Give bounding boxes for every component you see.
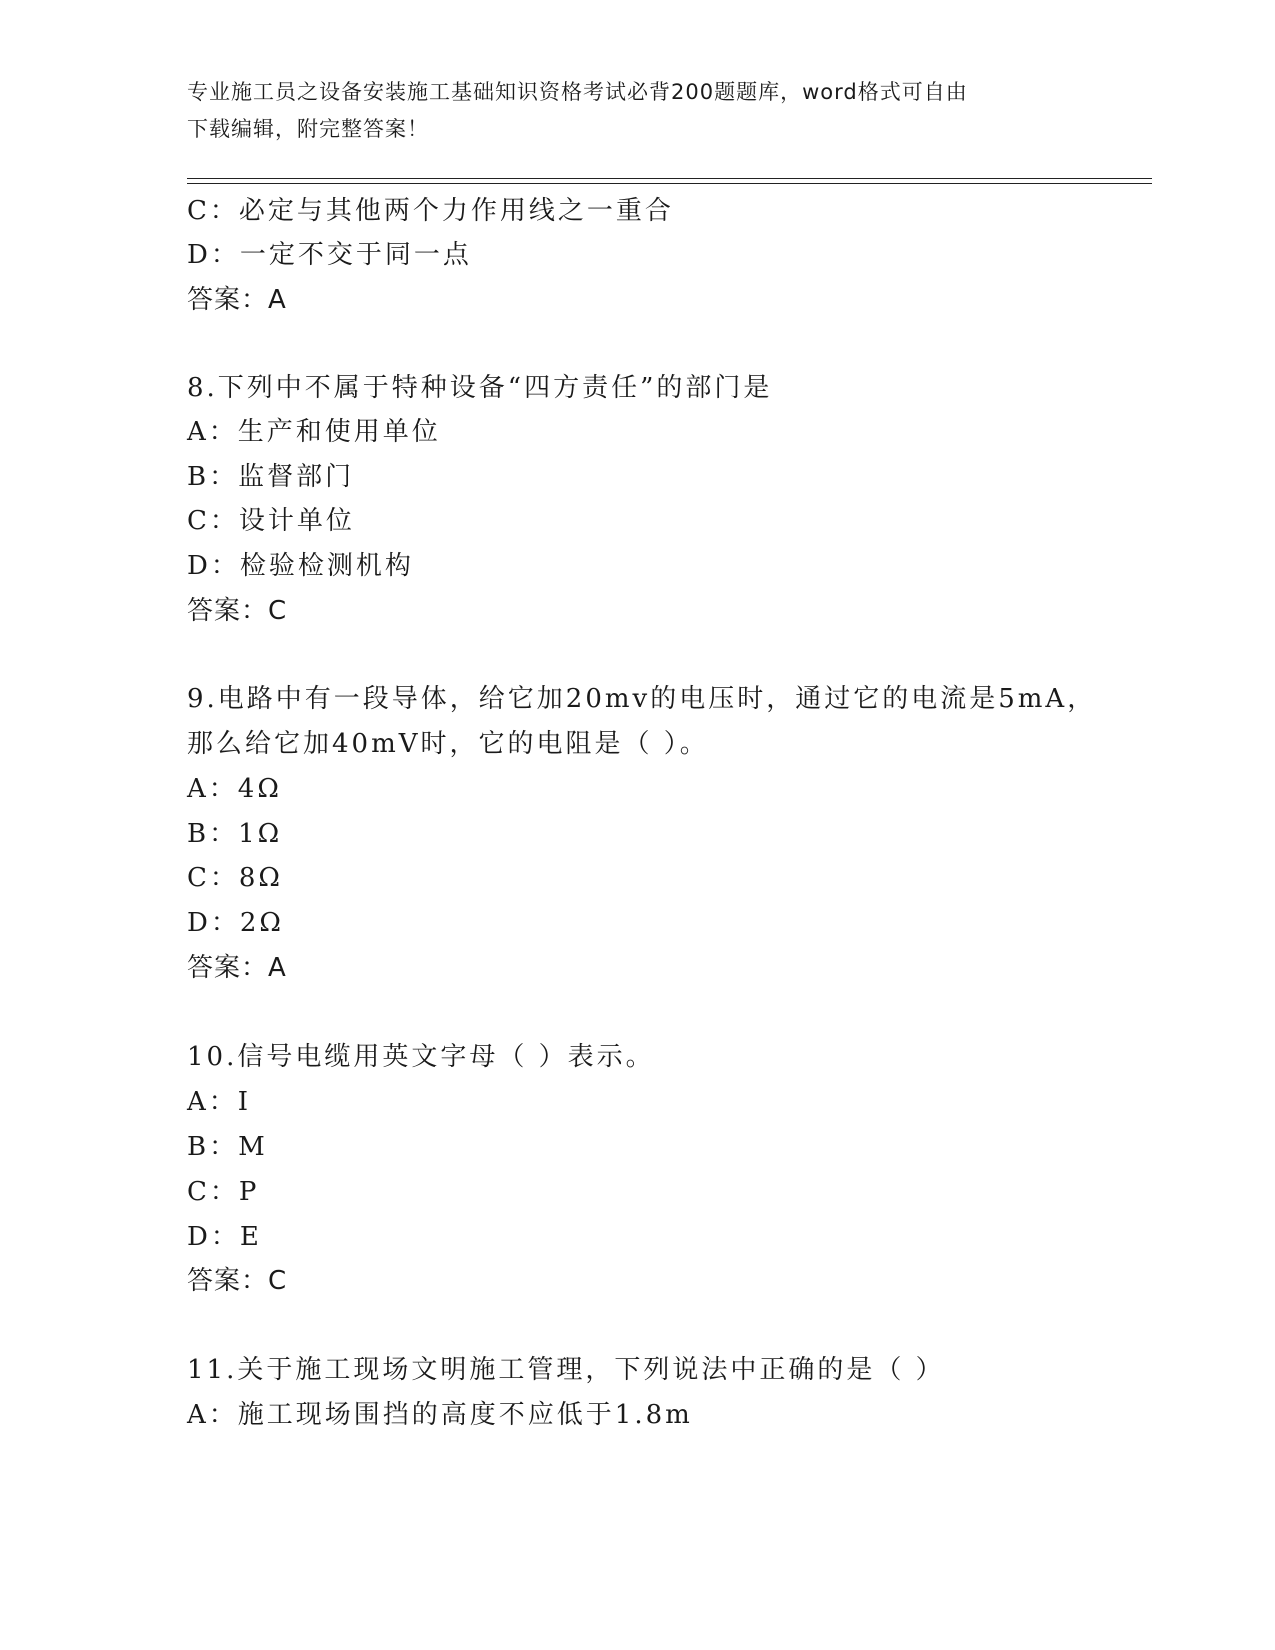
q8-option-d: D：检验检测机构 bbox=[187, 551, 414, 581]
q10-option-d: D：E bbox=[187, 1222, 262, 1252]
q8-question: 8.下列中不属于特种设备“四方责任”的部门是 bbox=[187, 373, 773, 403]
q11-question: 11.关于施工现场文明施工管理，下列说法中正确的是（ ） bbox=[187, 1355, 945, 1385]
q10-option-c: C：P bbox=[187, 1177, 260, 1207]
q9-option-d: D：2Ω bbox=[187, 908, 284, 938]
q11-option-a: A：施工现场围挡的高度不应低于1.8m bbox=[187, 1400, 693, 1430]
q8-answer: 答案：C bbox=[187, 596, 288, 626]
header-title-line-2: 下载编辑，附完整答案！ bbox=[187, 117, 429, 141]
q10-answer: 答案：C bbox=[187, 1266, 288, 1296]
q10-option-b: B：M bbox=[187, 1132, 268, 1162]
q9-option-a: A：4Ω bbox=[187, 774, 282, 804]
q8-option-c: C：设计单位 bbox=[187, 506, 355, 536]
header-divider-bottom bbox=[187, 183, 1152, 184]
q8-option-a: A：生产和使用单位 bbox=[187, 417, 441, 447]
document-header bbox=[187, 74, 1087, 148]
q10-option-a: A：I bbox=[187, 1087, 252, 1117]
header-divider-top bbox=[187, 178, 1152, 179]
q10-question: 10.信号电缆用英文字母（ ）表示。 bbox=[187, 1042, 655, 1072]
header-title-line-1: 专业施工员之设备安装施工基础知识资格考试必背200题题库，word格式可自由 bbox=[187, 80, 968, 104]
q7-option-c: C：必定与其他两个力作用线之一重合 bbox=[187, 196, 674, 226]
q9-answer: 答案：A bbox=[187, 953, 287, 983]
q7-answer: 答案：A bbox=[187, 285, 287, 315]
q9-option-b: B：1Ω bbox=[187, 819, 283, 849]
q9-option-c: C：8Ω bbox=[187, 863, 283, 893]
q9-question-line-2: 那么给它加40mV时，它的电阻是（ ）。 bbox=[187, 729, 709, 759]
q8-option-b: B：监督部门 bbox=[187, 462, 355, 492]
q7-option-d: D：一定不交于同一点 bbox=[187, 240, 472, 270]
q9-question-line-1: 9.电路中有一段导体，给它加20mv的电压时，通过它的电流是5mA， bbox=[187, 684, 1097, 714]
